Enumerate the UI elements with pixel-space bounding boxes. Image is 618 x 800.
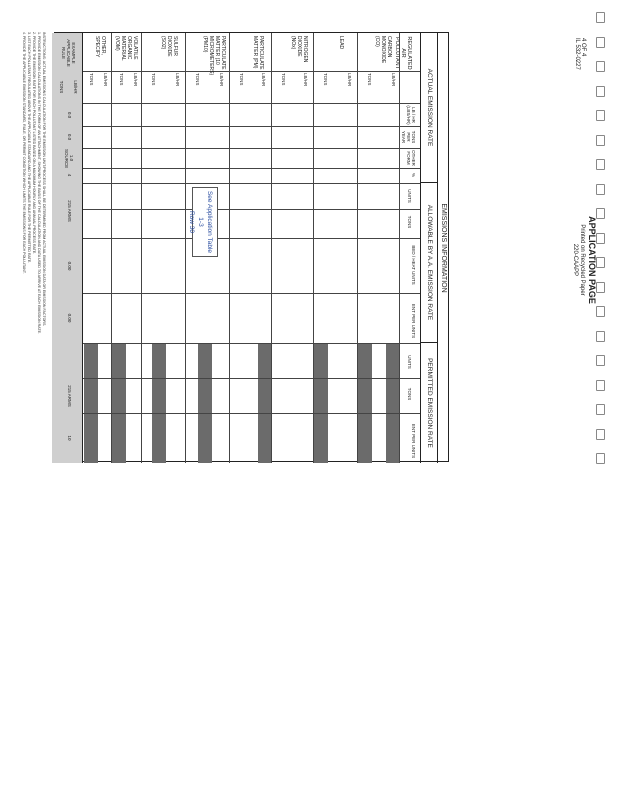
row-unit: TONS — [151, 73, 156, 86]
row-unit: TONS — [195, 73, 200, 86]
table-title: EMISSIONS INFORMATION — [437, 33, 448, 463]
allow-col-1-header: UNITS — [407, 189, 412, 203]
example-value: 215 ARMS — [67, 200, 72, 222]
grid-line — [229, 33, 230, 463]
footer-page-block — [574, 38, 586, 98]
allow-col-4-header: ENT PER UNITS — [411, 303, 416, 339]
checkbox[interactable] — [596, 37, 605, 48]
checkbox[interactable] — [596, 380, 605, 391]
actual-section-header: ACTUAL EMISSION RATE — [420, 33, 438, 183]
actual-col-1-header: LB / HR (LBS/HR) — [406, 105, 416, 125]
shaded-cell — [314, 344, 328, 463]
row-unit: LB/HR — [175, 73, 180, 87]
checkbox[interactable] — [596, 453, 605, 464]
checkbox[interactable] — [596, 404, 605, 415]
actual-col-3-header: OTHER FORM — [406, 150, 416, 166]
row-label-pm: PARTICULATE MATTER (PM) — [252, 36, 264, 70]
shaded-cell — [84, 344, 98, 463]
grid-line — [53, 183, 420, 184]
note-line: 1. PROVIDE EMISSION CALCULATIONS IN THE FORM OF AN ATTACHMENT, SHOWING THE BASIS OF THE CALCULATION AND DATA USED TO ARRIVE AT EACH EMISSION RATE. — [37, 32, 41, 334]
example-row — [52, 33, 83, 463]
footer-code: IL 532-0227 — [574, 38, 580, 70]
shaded-cell — [112, 344, 126, 463]
note-line: INSTRUCTIONS: ACTUAL EMISSIONS CALCULATION FOR THE EMISSION UNIT/PROCESS SHALL BE DETERMINED FROM ACTUAL EMISSION DATA OR EMISSION FACTORS. — [42, 32, 46, 327]
example-value: 1.0 SOURCE — [64, 149, 74, 169]
grid-line — [185, 33, 186, 463]
row-label-lead: LEAD — [338, 36, 344, 50]
row-label-co: CARBON MONOXIDE (CO) — [374, 36, 392, 64]
grid-line — [53, 293, 420, 294]
checkbox[interactable] — [596, 306, 605, 317]
callout-line-1: See Application Table 1-3 — [197, 190, 213, 254]
row-unit: TONS — [119, 73, 124, 86]
emissions-table — [54, 32, 449, 462]
row-label-other: OTHER, SPECIFY — [94, 36, 106, 58]
row-unit: LB/HR — [391, 73, 396, 87]
example-value: 4 — [67, 173, 72, 177]
row-unit: TONS — [89, 73, 94, 86]
row-unit: LB/HR — [303, 73, 308, 87]
checkbox-column — [596, 12, 610, 478]
checkbox[interactable] — [596, 282, 605, 293]
note-line: 2. PROVIDE THE EMISSION RATE FOR EACH POLLUTANT LISTED BASED ON A MAXIMUM HOURLY AND ANNUAL PROCESS RATE. — [32, 32, 36, 255]
checkbox[interactable] — [596, 61, 605, 72]
checkbox[interactable] — [596, 110, 605, 121]
actual-col-4-header: % — [411, 172, 416, 177]
example-value: 0.00 — [67, 261, 72, 271]
grid-line — [83, 168, 420, 169]
checkbox[interactable] — [596, 355, 605, 366]
row-label-vom: VOLATILE ORGANIC MATERIAL (VOM) — [114, 36, 138, 61]
rotated-form-page — [22, 32, 597, 462]
allow-col-2-header: TONS — [407, 215, 412, 229]
row-unit: TONS — [323, 73, 328, 86]
row-label-nox: NITROGEN DIOXIDE (NOx) — [290, 36, 308, 63]
row-label-pm10: PARTICULATE MATTER (10 MICROMETERS) (PM10) — [202, 36, 226, 76]
grid-line — [399, 33, 400, 463]
example-value: 0.00 — [67, 313, 72, 323]
note-line: 4. PROVIDE THE APPLICABLE EMISSION STANDARD, RULE, OR PERMIT CONDITION WHICH LIMITS THE EMISSIONS FOR EACH POLLUTANT. — [22, 32, 26, 274]
shaded-cell — [258, 344, 272, 463]
row-unit: LB/HR — [261, 73, 266, 87]
instructions-notes — [21, 32, 46, 462]
see-application-table-callout — [188, 187, 218, 257]
row-unit: TONS — [239, 73, 244, 86]
example-unit: LB/HR — [73, 80, 78, 94]
row-unit: LB/HR — [103, 73, 108, 87]
example-value: 0.0 — [67, 133, 72, 141]
allow-col-3-header: BED / HEAT UNITS — [411, 245, 416, 285]
checkbox[interactable] — [596, 159, 605, 170]
example-unit: TONS — [59, 80, 64, 94]
checkbox[interactable] — [596, 86, 605, 97]
checkbox[interactable] — [596, 12, 605, 23]
callout-line-2: Row 30 — [188, 210, 195, 234]
grid-line — [313, 33, 314, 463]
row-unit: LB/HR — [347, 73, 352, 87]
checkbox[interactable] — [596, 184, 605, 195]
row-unit: LB/HR — [133, 73, 138, 87]
grid-line — [83, 148, 420, 149]
row-unit: TONS — [281, 73, 286, 86]
grid-line — [53, 378, 420, 379]
grid-line — [53, 413, 420, 414]
checkbox[interactable] — [596, 429, 605, 440]
footer-page-number: 4 OF 4 — [580, 38, 586, 57]
note-line: 3. LIST EACH POLLUTANT REGULATED ABOVE THE APPLICABLE STANDARD AND THE APPLICABLE RULE FOR THE PERMITTED RATE. — [27, 32, 31, 264]
row-unit: LB/HR — [219, 73, 224, 87]
grid-line — [53, 71, 420, 72]
permitted-section-header: PERMITTED EMISSION RATE — [420, 343, 438, 463]
example-value: 10 — [67, 435, 72, 441]
example-row-label: EXAMPLE APPLICABLE RULE — [61, 39, 76, 67]
grid-line — [141, 33, 142, 463]
row-unit: TONS — [367, 73, 372, 86]
checkbox[interactable] — [596, 233, 605, 244]
grid-line — [53, 209, 420, 210]
example-value: 0.0 — [67, 111, 72, 119]
row-label-so2: SULFUR DIOXIDE (SO2) — [160, 36, 178, 57]
footer-block — [572, 200, 597, 320]
checkbox[interactable] — [596, 331, 605, 342]
footer-title: APPLICATION PAGE — [587, 216, 597, 304]
shaded-cell — [152, 344, 166, 463]
perm-col-1-header: UNITS — [407, 355, 412, 369]
shaded-cell — [198, 344, 212, 463]
shaded-cell — [358, 344, 372, 463]
grid-line — [111, 33, 112, 463]
perm-col-2-header: TONS — [407, 387, 412, 401]
footer-subtitle: Printed on Recycled Paper — [579, 224, 585, 296]
allowable-section-header: ALLOWABLE BY A.A. EMISSION RATE — [420, 183, 438, 343]
example-value: 215 ARMS — [67, 385, 72, 407]
footer-form-number: 220-CAAPP — [572, 243, 578, 277]
grid-line — [271, 33, 272, 463]
checkbox[interactable] — [596, 208, 605, 219]
actual-col-2-header: TONS PER YEAR — [401, 130, 416, 144]
grid-line — [357, 33, 358, 463]
grid-line — [53, 238, 420, 239]
grid-line — [83, 126, 420, 127]
shaded-cell — [386, 344, 400, 463]
grid-line — [53, 343, 420, 344]
checkbox[interactable] — [596, 257, 605, 268]
pollutant-column-header: REGULATED AIR POLLUTANT — [394, 36, 412, 70]
grid-line — [53, 103, 420, 104]
perm-col-3-header: ENT PER UNITS — [411, 423, 416, 459]
checkbox[interactable] — [596, 135, 605, 146]
